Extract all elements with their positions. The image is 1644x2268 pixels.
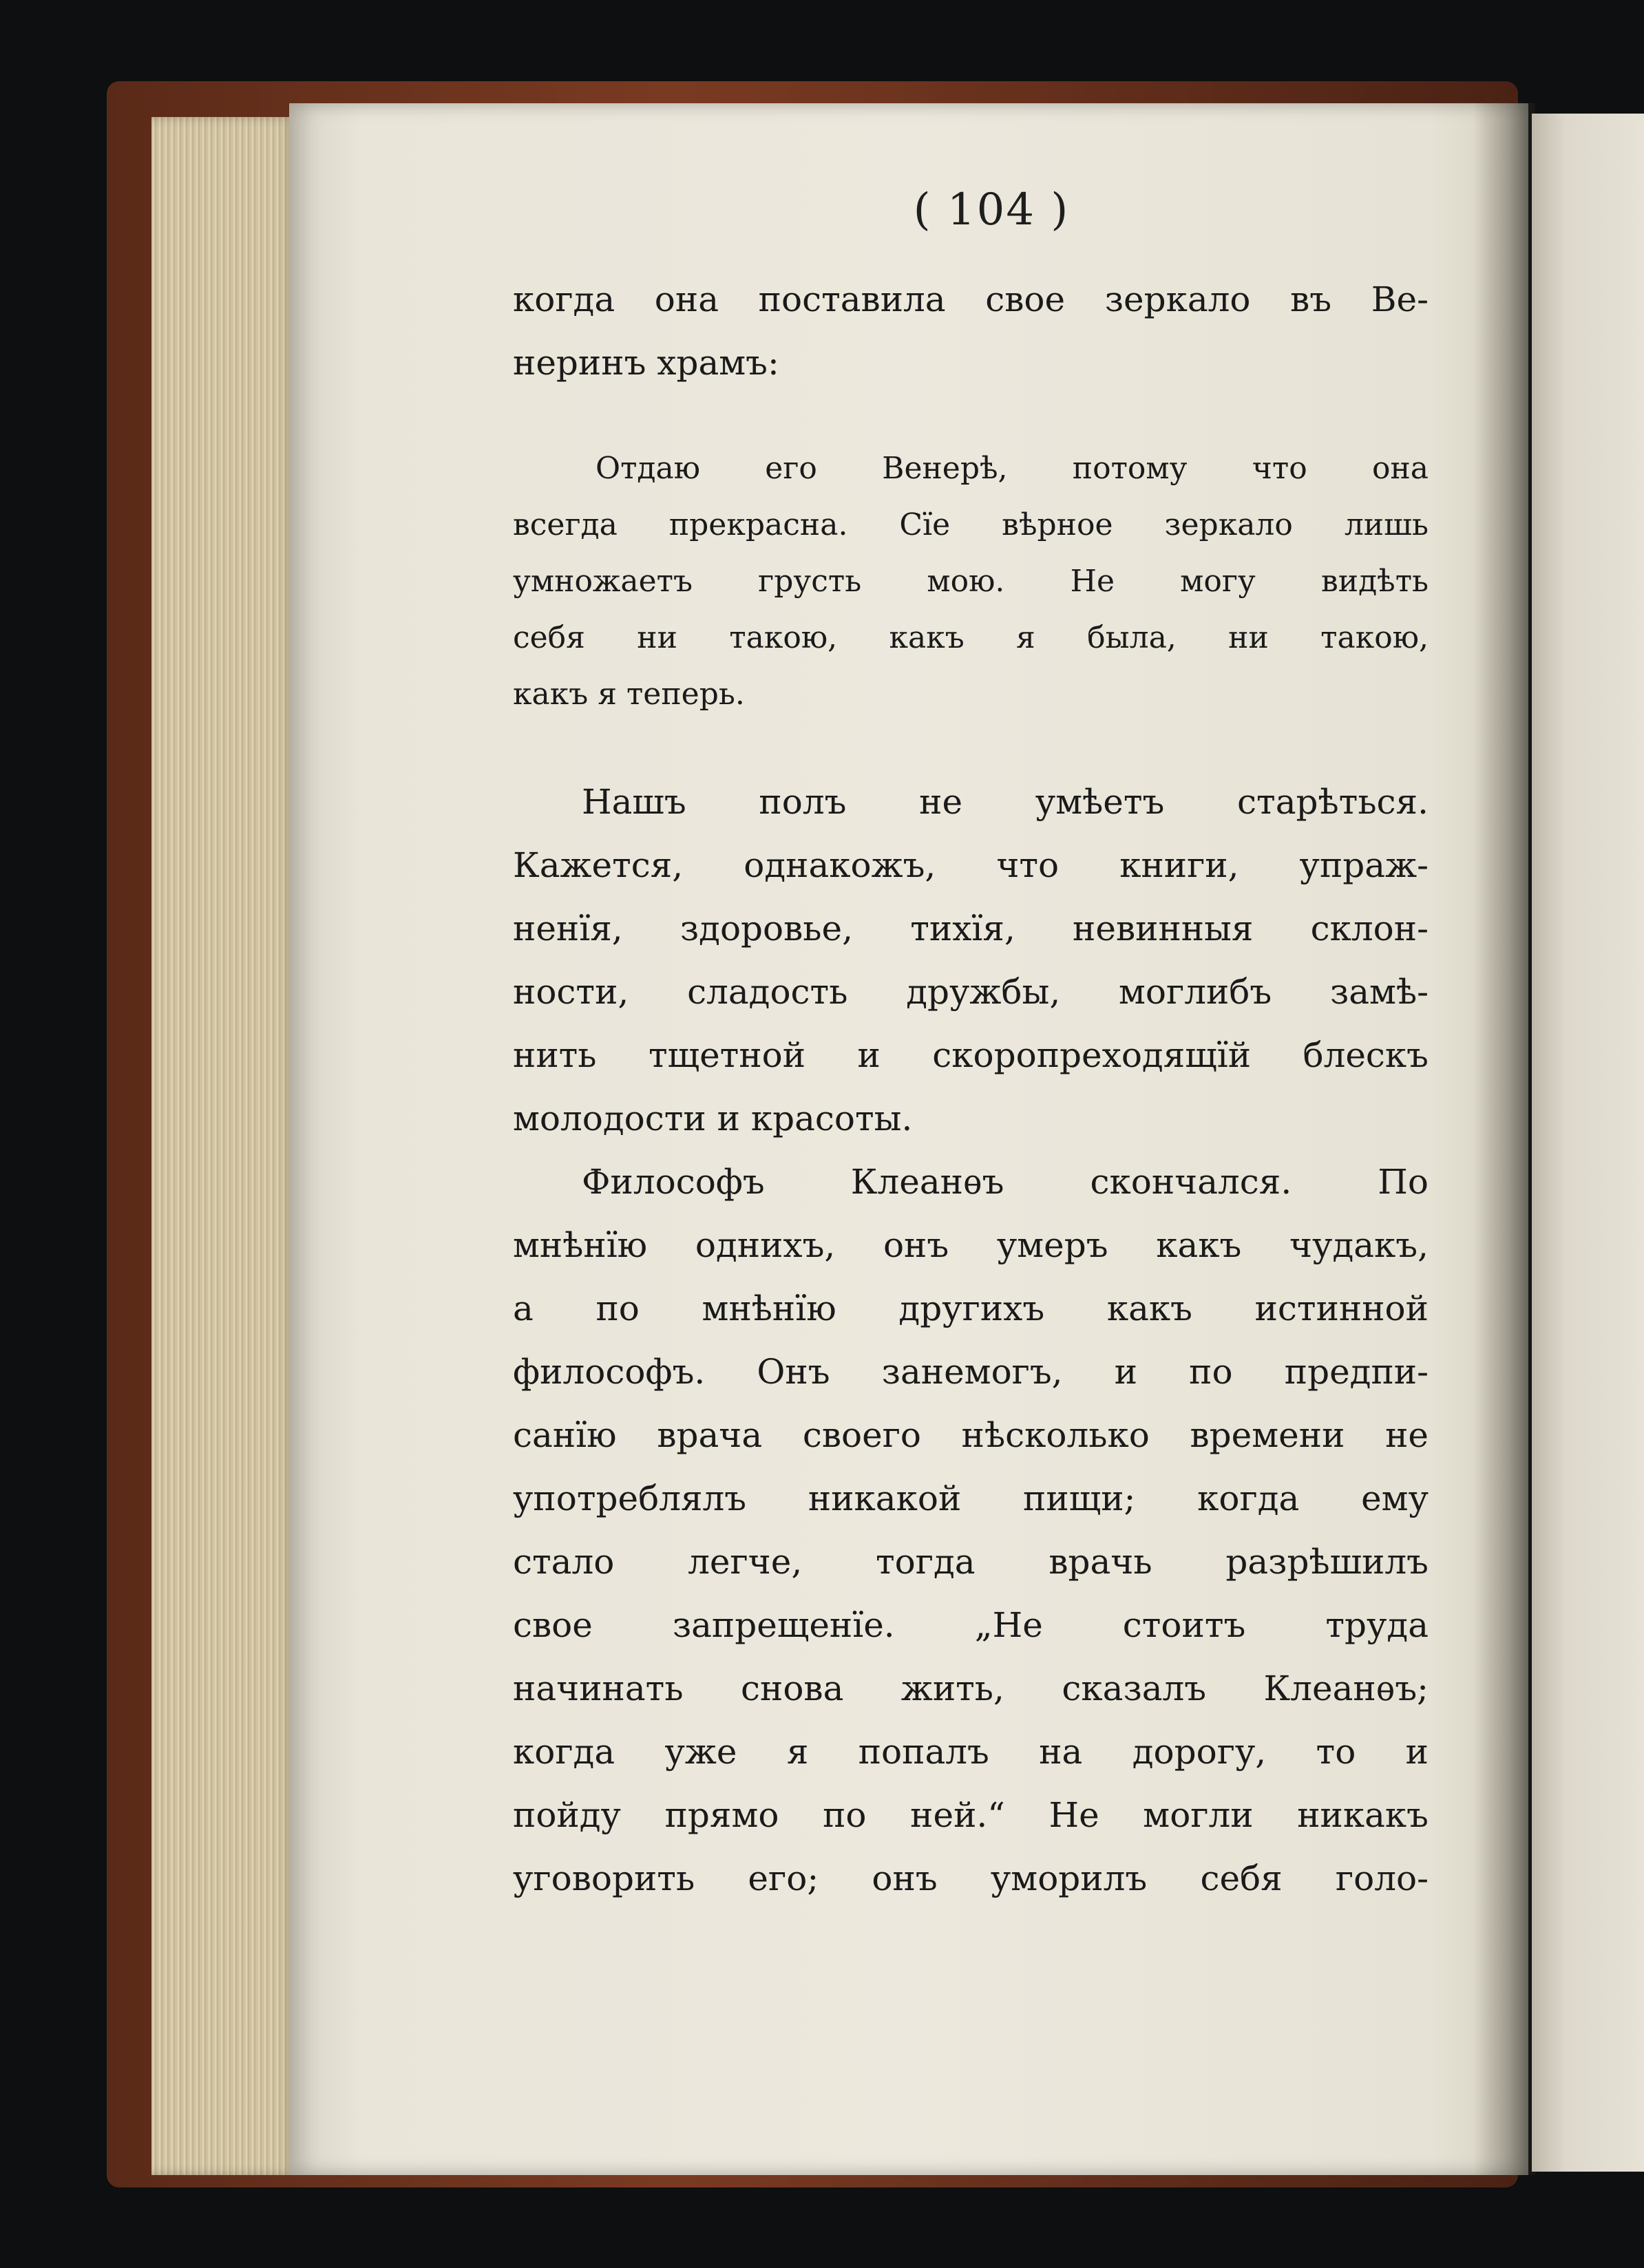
text-line: стало легче, тогда врачь разрѣшилъ [513,1542,1429,1582]
text-line: Нашъ полъ не умѣетъ старѣться. [582,782,1429,822]
text-line: санїю врача своего нѣсколько времени не [513,1415,1429,1455]
text-line: философъ. Онъ занемогъ, и по предпи- [513,1352,1429,1392]
page-edges [151,117,296,2175]
text-line: себя ни такою, какъ я была, ни такою, [513,620,1429,655]
text-line: ности, сладость дружбы, моглибъ замѣ- [513,972,1429,1012]
text-line: уговорить его; онъ уморилъ себя голо- [513,1858,1429,1898]
text-line: когда она поставила свое зеркало въ Ве- [513,279,1429,319]
text-line: всегда прекрасна. Сїе вѣрное зеркало лишь [513,507,1429,542]
text-line: умножаетъ грусть мою. Не могу видѣть [513,564,1429,599]
text-line: свое запрещенїе. „Не стоитъ труда [513,1605,1429,1645]
text-line: употреблялъ никакой пищи; когда ему [513,1479,1429,1518]
text-line: Отдаю его Венерѣ, потому что она [596,451,1429,486]
text-line: а по мнѣнїю другихъ какъ истинной [513,1289,1429,1328]
text-line: Философъ Клеанѳъ скончался. По [582,1162,1429,1202]
facing-page [1532,114,1644,2172]
text-line: нить тщетной и скоропреходящїй блескъ [513,1035,1429,1075]
text-line: какъ я теперь. [513,677,745,712]
text-line: мнѣнїю однихъ, онъ умеръ какъ чудакъ, [513,1225,1429,1265]
text-line: пойду прямо по ней.“ Не могли никакъ [513,1795,1429,1835]
text-line: ненїя, здоровье, тихїя, невинныя склон- [513,909,1429,948]
text-line: Кажется, однакожъ, что книги, упраж- [513,845,1429,885]
text-line: начинать снова жить, сказалъ Клеанѳъ; [513,1668,1429,1708]
text-line: когда уже я попалъ на дорогу, то и [513,1732,1429,1772]
text-line: молодости и красоты. [513,1099,913,1138]
page-number: ( 104 ) [913,184,1070,235]
text-line: неринъ храмъ: [513,343,779,383]
gutter-shadow [1473,103,1535,2175]
